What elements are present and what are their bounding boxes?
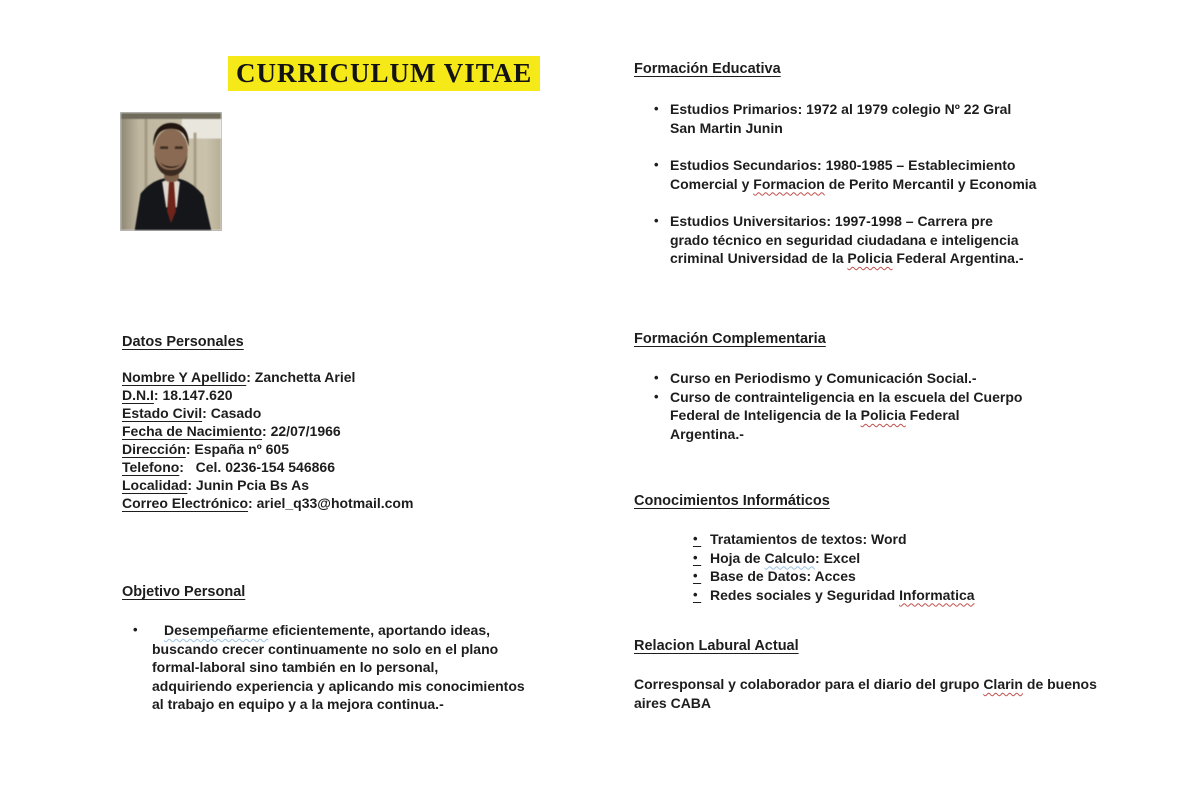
field-separator: :	[179, 459, 196, 475]
field-localidad	[122, 476, 602, 494]
field-value: Cel. 0236-154 546866	[195, 459, 335, 475]
bullet-icon	[133, 621, 138, 640]
field-separator: :	[262, 423, 271, 439]
skill-item-excel: • Hoja de Calculo: Excel	[634, 549, 1104, 568]
objetivo-line: buscando crecer continuamente no solo en el plano	[152, 640, 499, 657]
field-value email-address: ariel_q33@hotmail.com	[256, 495, 414, 511]
field-value: España nº 605	[194, 441, 289, 457]
field-estado-civil	[122, 404, 602, 422]
field-separator: :	[202, 405, 211, 421]
personal-fields	[122, 368, 602, 512]
objetivo-line: al trabajo en equipo y a la mejora continua.-	[152, 696, 444, 712]
field-separator: :	[246, 369, 255, 385]
skill-item-word: • Tratamientos de textos: Word	[634, 530, 1104, 549]
section-relacion-laboral	[634, 637, 1104, 713]
field-value: Zanchetta Ariel	[254, 369, 356, 385]
course-item-periodismo: • Curso en Periodismo y Comunicación Social.-	[634, 369, 1104, 388]
field-label: Localidad	[122, 477, 188, 493]
objetivo-bullet-item	[122, 621, 612, 714]
datos-personales-heading: Datos Personales	[122, 334, 244, 350]
field-label: Fecha de Nacimiento	[122, 423, 263, 439]
conocimientos-informaticos-heading: Conocimientos Informáticos	[634, 493, 830, 509]
field-separator: :	[248, 495, 257, 511]
objetivo-line: Desempeñarme eficientemente, aportando ideas,	[164, 622, 491, 638]
bullet-icon	[693, 530, 701, 549]
field-direccion	[122, 440, 602, 458]
course-item-contrainteligencia: • Curso de contrainteligencia en la escuela del Cuerpo Federal de Inteligencia de la Policia Federal Argentina.-	[634, 388, 1104, 444]
field-telefono	[122, 458, 602, 476]
bullet-icon	[654, 369, 659, 388]
bullet-icon	[693, 567, 701, 586]
section-objetivo-personal	[122, 583, 612, 714]
field-fecha-nacimiento	[122, 422, 602, 440]
field-label: D.N.I	[122, 387, 154, 403]
formacion-complementaria-heading: Formación Complementaria	[634, 331, 826, 347]
field-label: Dirección	[122, 441, 186, 457]
bullet-icon	[693, 586, 701, 605]
relacion-laboral-paragraph: Corresponsal y colaborador para el diario del grupo Clarin de buenos aires CABA	[634, 676, 1101, 711]
bullet-icon	[654, 156, 659, 175]
field-dni	[122, 386, 602, 404]
relacion-laboral-heading: Relacion Labural Actual	[634, 638, 799, 654]
field-nombre	[122, 368, 602, 386]
education-item-primarios: • Estudios Primarios: 1972 al 1979 colegio Nº 22 Gral San Martin Junin	[634, 100, 1104, 137]
bullet-icon	[693, 549, 701, 568]
bullet-icon	[654, 212, 659, 231]
field-value: 22/07/1966	[270, 423, 341, 439]
field-separator: :	[153, 387, 163, 403]
field-separator: :	[187, 477, 196, 493]
misspelled-word: Policia	[860, 407, 906, 423]
field-label: Telefono	[122, 459, 180, 475]
misspelled-word: Calculo	[764, 549, 816, 566]
field-label: Estado Civil	[122, 405, 203, 421]
objetivo-line: adquiriendo experiencia y aplicando mis conocimientos	[152, 677, 525, 694]
misspelled-word: Policia	[847, 250, 893, 266]
misspelled-word: Formacion	[753, 175, 825, 192]
field-correo	[122, 494, 602, 512]
field-value: Junin Pcia Bs As	[195, 477, 309, 493]
bullet-icon	[654, 388, 659, 407]
portrait-photo	[120, 112, 222, 231]
section-formacion-complementaria	[634, 330, 1104, 443]
section-datos-personales	[122, 333, 602, 512]
education-item-secundarios: • Estudios Secundarios: 1980-1985 – Establecimiento Comercial y Formacion de Perito Mercantil y Economia	[634, 156, 1104, 193]
field-value: 18.147.620	[162, 387, 233, 403]
field-label: Correo Electrónico	[122, 495, 249, 511]
education-item-universitarios: • Estudios Universitarios: 1997-1998 – Carrera pre grado técnico en seguridad ciudadana e inteligencia criminal Universidad de la Policia Federal Argentina.-	[634, 212, 1104, 268]
section-conocimientos-informaticos	[634, 492, 1104, 604]
field-separator: :	[185, 441, 195, 457]
field-value: Casado	[210, 405, 262, 421]
page-title: CURRICULUM VITAE	[228, 56, 540, 91]
portrait-photo-image	[121, 113, 221, 230]
misspelled-word: Desempeñarme	[164, 622, 269, 638]
skill-item-access: • Base de Datos: Acces	[634, 567, 1104, 586]
field-label: Nombre Y Apellido	[122, 369, 247, 385]
objetivo-personal-heading: Objetivo Personal	[122, 584, 246, 600]
bullet-icon	[654, 100, 659, 119]
objetivo-line: formal-laboral sino también en lo personal,	[152, 659, 439, 675]
formacion-educativa-heading: Formación Educativa	[634, 61, 781, 77]
section-formacion-educativa	[634, 60, 1104, 287]
misspelled-word: Clarin	[983, 676, 1023, 692]
skill-item-redes: • Redes sociales y Seguridad Informatica	[634, 586, 1104, 605]
misspelled-word: Informatica	[899, 586, 975, 603]
